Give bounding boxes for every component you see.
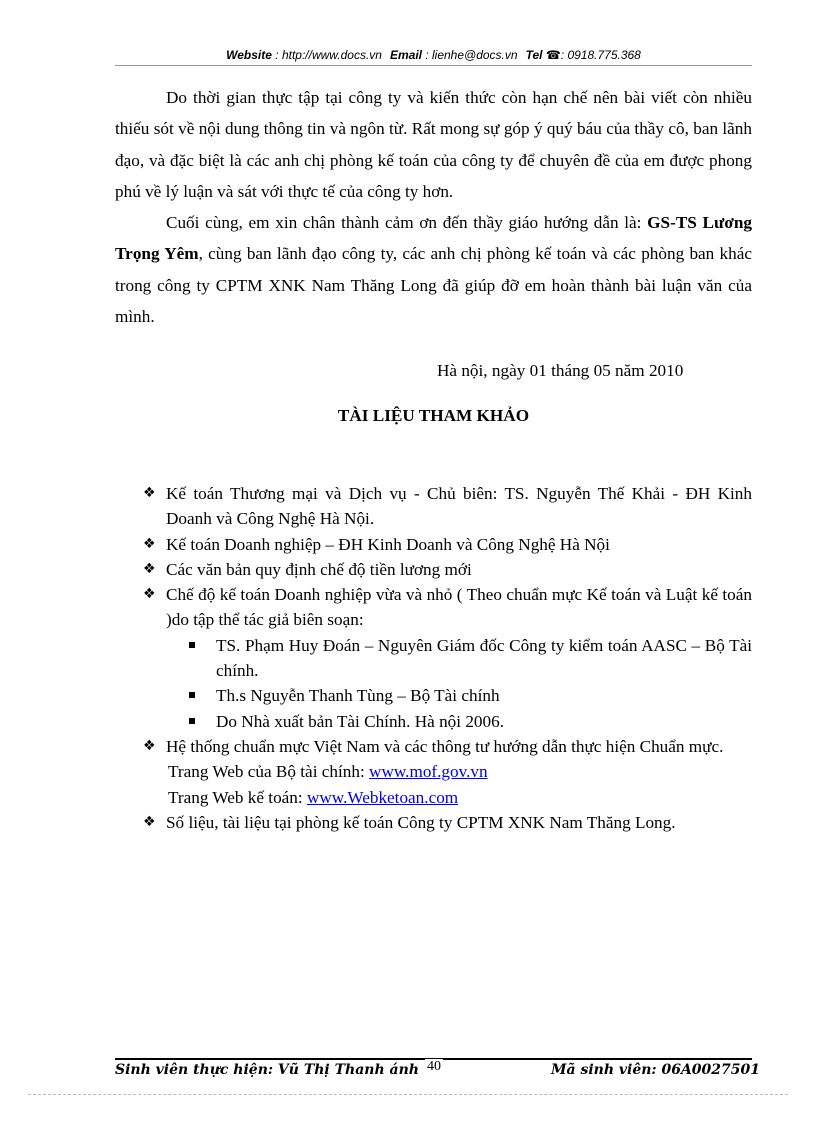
page-header	[115, 48, 752, 62]
list-item	[143, 481, 752, 532]
header-divider	[115, 65, 752, 66]
list-item	[143, 557, 752, 582]
sub-list-item	[189, 709, 752, 734]
page-bottom-divider	[28, 1094, 788, 1095]
tel-label: Tel	[525, 48, 543, 62]
square-bullet-icon	[189, 718, 195, 724]
reference-text: Các văn bản quy định chế độ tiền lương mới	[166, 559, 472, 579]
website-line	[143, 759, 752, 784]
square-bullet-icon	[189, 642, 195, 648]
list-item	[143, 582, 752, 633]
website-label: Website	[226, 48, 272, 62]
webketoan-link[interactable]: www.Webketoan.com	[306, 787, 459, 807]
website-value: : http://www.docs.vn	[271, 48, 382, 62]
diamond-bullet-icon: ❖	[143, 737, 156, 754]
diamond-bullet-icon: ❖	[143, 586, 156, 603]
references-title: TÀI LIỆU THAM KHẢO	[337, 406, 530, 426]
date-line: Hà nội, ngày 01 tháng 05 năm 2010	[437, 361, 684, 381]
sub-reference-text: Do Nhà xuất bản Tài Chính. Hà nội 2006.	[216, 711, 505, 731]
sub-reference-text: TS. Phạm Huy Đoán – Nguyên Giám đốc Công ty kiểm toán AASC – Bộ Tài chính.	[216, 635, 752, 681]
ack-text-before: Cuối cùng, em xin chân thành cảm ơn đến thầy giáo hướng dẫn là:	[166, 213, 648, 233]
reference-text: Kế toán Doanh nghiệp – ĐH Kinh Doanh và Công Nghệ Hà Nội	[166, 534, 610, 554]
document-body	[115, 82, 752, 431]
sub-reference-text: Th.s Nguyễn Thanh Tùng – Bộ Tài chính	[216, 686, 500, 706]
tel-value: : 0918.775.368	[560, 48, 641, 62]
diamond-bullet-icon: ❖	[143, 813, 156, 830]
reference-text: Chế độ kế toán Doanh nghiệp vừa và nhỏ ( Theo chuẩn mực Kế toán và Luật kế toán )do tập thể tác giả biên soạn:	[166, 585, 752, 630]
paragraph-limitations: Do thời gian thực tập tại công ty và kiến thức còn hạn chế nên bài viết còn nhiều thiếu sót về nội dung thông tin và ngôn từ. Rất mong sự góp ý quý báu của thầy cô, ban lãnh đạo, và đặc biệt là các anh chị phòng kế toán của công ty để chuyên đề của em được phong phú về lý luận và sát với thực tế của công ty hơn.	[115, 88, 752, 201]
list-item	[143, 734, 752, 759]
student-name: Sinh viên thực hiện: Vũ Thị Thanh ánh	[115, 1062, 419, 1078]
sub-list	[189, 633, 752, 734]
mof-link[interactable]: www.mof.gov.vn	[369, 762, 488, 782]
reference-text: Hệ thống chuẩn mực Việt Nam và các thông tư hướng dẫn thực hiện Chuẩn mực.	[166, 736, 724, 756]
sub-list-item	[189, 633, 752, 684]
ack-text-after: , cùng ban lãnh đạo công ty, các anh chị phòng kế toán và các phòng ban khác trong công ty CPTM XNK Nam Thăng Long đã giúp đỡ em hoàn thành bài luận văn của mình.	[115, 244, 752, 327]
page-number: 40	[427, 1059, 441, 1074]
website-label: Trang Web của Bộ tài chính:	[168, 762, 370, 782]
student-id: Mã sinh viên: 06A0027501	[551, 1062, 760, 1078]
list-item	[143, 810, 752, 835]
reference-text: Kế toán Thương mại và Dịch vụ - Chủ biên: TS. Nguyễn Thế Khải - ĐH Kinh Doanh và Công Nghệ Hà Nội.	[166, 484, 752, 529]
website-line	[143, 785, 752, 810]
reference-text: Số liệu, tài liệu tại phòng kế toán Công ty CPTM XNK Nam Thăng Long.	[166, 812, 676, 832]
website-label: Trang Web kế toán:	[168, 787, 307, 807]
square-bullet-icon	[189, 692, 195, 698]
email-label: Email	[389, 48, 422, 62]
diamond-bullet-icon: ❖	[143, 485, 156, 501]
diamond-bullet-icon: ❖	[143, 560, 156, 577]
diamond-bullet-icon: ❖	[143, 535, 156, 552]
telephone-icon: ☎	[545, 48, 561, 62]
paragraph-acknowledgement	[115, 207, 752, 332]
list-item	[143, 532, 752, 557]
email-value: : lienhe@docs.vn	[422, 48, 518, 62]
references-list	[143, 481, 752, 835]
supervisor-name: GS-TS Lương Trọng Yêm	[115, 213, 753, 264]
sub-list-item	[189, 683, 752, 708]
